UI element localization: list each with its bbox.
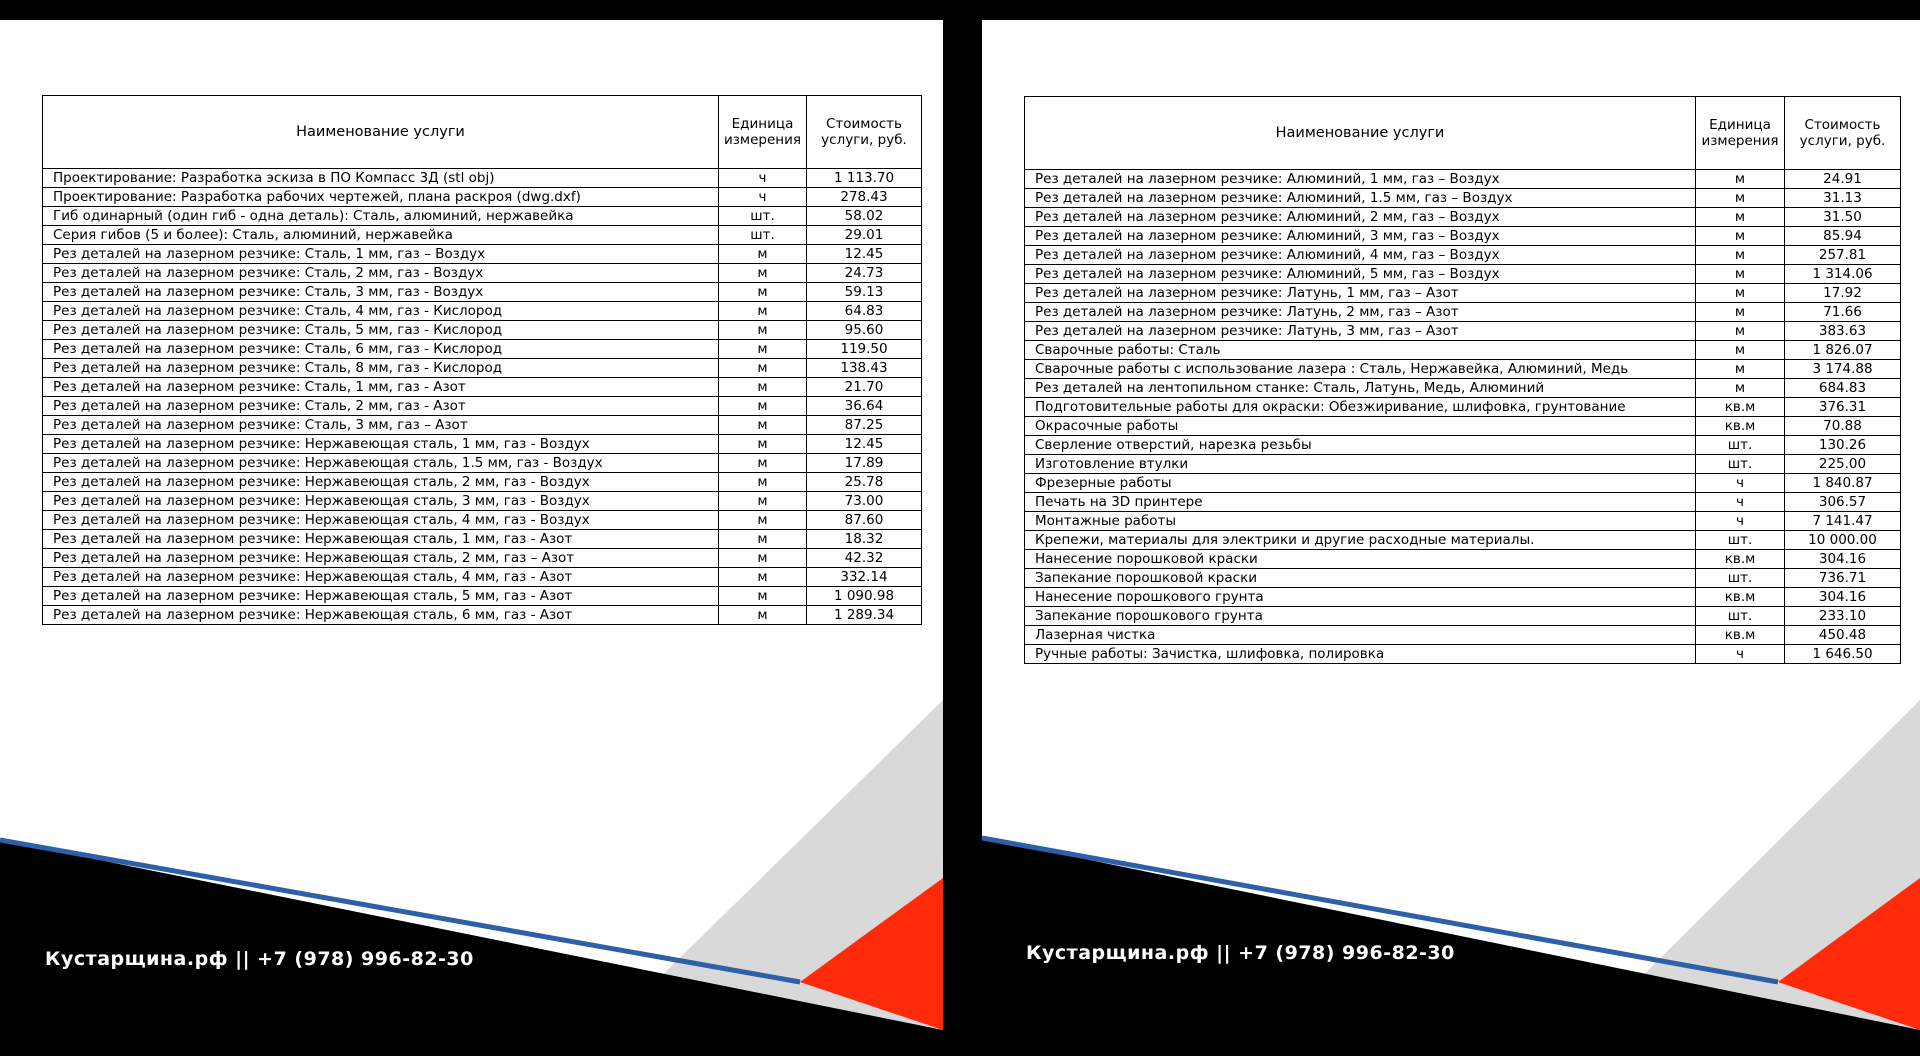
table-row	[1025, 493, 1901, 512]
price-cell: 12.45	[807, 245, 922, 264]
service-name-cell: Печать на 3D принтере	[1025, 493, 1696, 512]
unit-cell: м	[719, 378, 807, 397]
service-name-cell: Рез деталей на лазерном резчике: Латунь, 2 мм, газ – Азот	[1025, 303, 1696, 322]
table-row	[43, 283, 922, 302]
table-row	[1025, 588, 1901, 607]
table-row	[43, 302, 922, 321]
unit-cell: м	[1696, 379, 1785, 398]
service-name-cell: Рез деталей на лазерном резчике: Нержавеющая сталь, 1.5 мм, газ - Воздух	[43, 454, 719, 473]
table-row	[1025, 170, 1901, 189]
table-row	[1025, 645, 1901, 664]
service-name-cell: Рез деталей на лентопильном станке: Сталь, Латунь, Медь, Алюминий	[1025, 379, 1696, 398]
table-row	[1025, 569, 1901, 588]
table-row	[1025, 455, 1901, 474]
service-name-cell: Рез деталей на лазерном резчике: Сталь, 1 мм, газ - Азот	[43, 378, 719, 397]
service-name-cell: Рез деталей на лазерном резчике: Нержавеющая сталь, 1 мм, газ - Воздух	[43, 435, 719, 454]
service-name-cell: Рез деталей на лазерном резчике: Сталь, 6 мм, газ - Кислород	[43, 340, 719, 359]
price-cell: 736.71	[1785, 569, 1901, 588]
table-row	[1025, 474, 1901, 493]
unit-cell: м	[719, 359, 807, 378]
table-row	[43, 511, 922, 530]
unit-cell: м	[719, 416, 807, 435]
service-name-cell: Рез деталей на лазерном резчике: Алюминий, 2 мм, газ – Воздух	[1025, 208, 1696, 227]
service-name-cell: Рез деталей на лазерном резчике: Латунь, 3 мм, газ – Азот	[1025, 322, 1696, 341]
service-name-cell: Рез деталей на лазерном резчике: Алюминий, 1 мм, газ – Воздух	[1025, 170, 1696, 189]
unit-cell: ч	[1696, 474, 1785, 493]
price-cell: 64.83	[807, 302, 922, 321]
unit-cell: м	[719, 454, 807, 473]
service-name-cell: Лазерная чистка	[1025, 626, 1696, 645]
service-name-cell: Рез деталей на лазерном резчике: Латунь, 1 мм, газ – Азот	[1025, 284, 1696, 303]
table-row	[1025, 626, 1901, 645]
service-name-cell: Рез деталей на лазерном резчике: Сталь, 3 мм, газ – Азот	[43, 416, 719, 435]
service-name-cell: Проектирование: Разработка эскиза в ПО Компасс 3Д (stl obj)	[43, 169, 719, 188]
price-cell: 10 000.00	[1785, 531, 1901, 550]
unit-cell: м	[1696, 227, 1785, 246]
table-row	[1025, 246, 1901, 265]
table-row	[43, 435, 922, 454]
footer-contact: Кустарщина.рф || +7 (978) 996-82-30	[1026, 942, 1455, 964]
unit-cell: кв.м	[1696, 550, 1785, 569]
price-cell: 17.92	[1785, 284, 1901, 303]
table-row	[1025, 189, 1901, 208]
price-cell: 3 174.88	[1785, 360, 1901, 379]
header-price: Стоимость услуги, руб.	[1785, 97, 1901, 170]
header-service-name: Наименование услуги	[43, 96, 719, 169]
price-cell: 1 646.50	[1785, 645, 1901, 664]
price-cell: 24.91	[1785, 170, 1901, 189]
table-row	[1025, 341, 1901, 360]
unit-cell: м	[1696, 170, 1785, 189]
service-name-cell: Рез деталей на лазерном резчике: Нержавеющая сталь, 6 мм, газ - Азот	[43, 606, 719, 625]
service-name-cell: Рез деталей на лазерном резчике: Нержавеющая сталь, 4 мм, газ - Воздух	[43, 511, 719, 530]
table-row	[43, 359, 922, 378]
service-name-cell: Рез деталей на лазерном резчике: Алюминий, 3 мм, газ – Воздух	[1025, 227, 1696, 246]
price-cell: 278.43	[807, 188, 922, 207]
price-cell: 233.10	[1785, 607, 1901, 626]
table-body	[1025, 170, 1901, 664]
header-service-name: Наименование услуги	[1025, 97, 1696, 170]
header-unit: Единица измерения	[719, 96, 807, 169]
price-cell: 376.31	[1785, 398, 1901, 417]
unit-cell: м	[719, 397, 807, 416]
service-name-cell: Подготовительные работы для окраски: Обезжиривание, шлифовка, грунтование	[1025, 398, 1696, 417]
price-cell: 24.73	[807, 264, 922, 283]
price-cell: 73.00	[807, 492, 922, 511]
price-cell: 1 840.87	[1785, 474, 1901, 493]
service-name-cell: Нанесение порошковой краски	[1025, 550, 1696, 569]
service-name-cell: Сверление отверстий, нарезка резьбы	[1025, 436, 1696, 455]
service-name-cell: Рез деталей на лазерном резчике: Сталь, 4 мм, газ - Кислород	[43, 302, 719, 321]
service-name-cell: Сварочные работы с использование лазера : Сталь, Нержавейка, Алюминий, Медь	[1025, 360, 1696, 379]
table-row	[43, 226, 922, 245]
unit-cell: шт.	[719, 207, 807, 226]
price-cell: 684.83	[1785, 379, 1901, 398]
table-row	[1025, 512, 1901, 531]
service-name-cell: Нанесение порошкового грунта	[1025, 588, 1696, 607]
price-cell: 138.43	[807, 359, 922, 378]
table-header-row	[1025, 97, 1901, 170]
price-cell: 25.78	[807, 473, 922, 492]
table-row	[43, 492, 922, 511]
service-name-cell: Рез деталей на лазерном резчике: Сталь, 2 мм, газ - Воздух	[43, 264, 719, 283]
price-cell: 306.57	[1785, 493, 1901, 512]
unit-cell: шт.	[1696, 607, 1785, 626]
price-cell: 1 826.07	[1785, 341, 1901, 360]
price-cell: 42.32	[807, 549, 922, 568]
unit-cell: м	[719, 435, 807, 454]
price-cell: 7 141.47	[1785, 512, 1901, 531]
table-row	[43, 530, 922, 549]
table-row	[1025, 227, 1901, 246]
table-row	[1025, 398, 1901, 417]
table-row	[1025, 417, 1901, 436]
table-row	[1025, 531, 1901, 550]
service-name-cell: Изготовление втулки	[1025, 455, 1696, 474]
service-name-cell: Рез деталей на лазерном резчике: Нержавеющая сталь, 2 мм, газ - Воздух	[43, 473, 719, 492]
service-name-cell: Фрезерные работы	[1025, 474, 1696, 493]
service-name-cell: Рез деталей на лазерном резчике: Нержавеющая сталь, 3 мм, газ - Воздух	[43, 492, 719, 511]
unit-cell: м	[719, 340, 807, 359]
unit-cell: шт.	[719, 226, 807, 245]
unit-cell: кв.м	[1696, 417, 1785, 436]
unit-cell: м	[719, 302, 807, 321]
service-name-cell: Рез деталей на лазерном резчике: Нержавеющая сталь, 5 мм, газ - Азот	[43, 587, 719, 606]
unit-cell: ч	[719, 188, 807, 207]
unit-cell: м	[719, 473, 807, 492]
unit-cell: м	[1696, 246, 1785, 265]
price-cell: 87.60	[807, 511, 922, 530]
unit-cell: м	[719, 568, 807, 587]
service-name-cell: Рез деталей на лазерном резчике: Нержавеющая сталь, 4 мм, газ - Азот	[43, 568, 719, 587]
unit-cell: м	[1696, 303, 1785, 322]
table-row	[43, 245, 922, 264]
services-price-table	[42, 95, 922, 625]
unit-cell: м	[1696, 322, 1785, 341]
table-row	[43, 321, 922, 340]
table-row	[1025, 550, 1901, 569]
service-name-cell: Монтажные работы	[1025, 512, 1696, 531]
table-row	[43, 606, 922, 625]
unit-cell: шт.	[1696, 455, 1785, 474]
price-cell: 119.50	[807, 340, 922, 359]
price-cell: 87.25	[807, 416, 922, 435]
unit-cell: м	[719, 264, 807, 283]
unit-cell: м	[719, 606, 807, 625]
table-row	[1025, 265, 1901, 284]
service-name-cell: Рез деталей на лазерном резчике: Сталь, 2 мм, газ - Азот	[43, 397, 719, 416]
price-cell: 18.32	[807, 530, 922, 549]
table-row	[43, 169, 922, 188]
service-name-cell: Ручные работы: Зачистка, шлифовка, полировка	[1025, 645, 1696, 664]
unit-cell: м	[719, 283, 807, 302]
table-row	[1025, 284, 1901, 303]
table-row	[1025, 607, 1901, 626]
service-name-cell: Запекание порошковой краски	[1025, 569, 1696, 588]
service-name-cell: Гиб одинарный (один гиб - одна деталь): Сталь, алюминий, нержавейка	[43, 207, 719, 226]
price-cell: 71.66	[1785, 303, 1901, 322]
service-name-cell: Рез деталей на лазерном резчике: Сталь, 3 мм, газ - Воздух	[43, 283, 719, 302]
price-cell: 383.63	[1785, 322, 1901, 341]
service-name-cell: Рез деталей на лазерном резчике: Сталь, 5 мм, газ - Кислород	[43, 321, 719, 340]
table-row	[43, 207, 922, 226]
table-row	[1025, 360, 1901, 379]
price-cell: 31.13	[1785, 189, 1901, 208]
service-name-cell: Серия гибов (5 и более): Сталь, алюминий, нержавейка	[43, 226, 719, 245]
price-cell: 1 289.34	[807, 606, 922, 625]
service-name-cell: Рез деталей на лазерном резчике: Сталь, 8 мм, газ - Кислород	[43, 359, 719, 378]
header-price: Стоимость услуги, руб.	[807, 96, 922, 169]
unit-cell: м	[719, 492, 807, 511]
price-cell: 58.02	[807, 207, 922, 226]
price-cell: 70.88	[1785, 417, 1901, 436]
footer-contact: Кустарщина.рф || +7 (978) 996-82-30	[45, 948, 474, 970]
table-row	[1025, 303, 1901, 322]
unit-cell: ч	[1696, 493, 1785, 512]
price-cell: 257.81	[1785, 246, 1901, 265]
table-row	[43, 549, 922, 568]
service-name-cell: Рез деталей на лазерном резчике: Алюминий, 4 мм, газ – Воздух	[1025, 246, 1696, 265]
table-row	[43, 340, 922, 359]
price-cell: 332.14	[807, 568, 922, 587]
unit-cell: ч	[1696, 645, 1785, 664]
unit-cell: м	[1696, 360, 1785, 379]
service-name-cell: Сварочные работы: Сталь	[1025, 341, 1696, 360]
service-name-cell: Рез деталей на лазерном резчике: Алюминий, 5 мм, газ – Воздух	[1025, 265, 1696, 284]
service-name-cell: Запекание порошкового грунта	[1025, 607, 1696, 626]
unit-cell: м	[719, 587, 807, 606]
table-row	[1025, 379, 1901, 398]
price-cell: 1 314.06	[1785, 265, 1901, 284]
table-row	[43, 454, 922, 473]
unit-cell: кв.м	[1696, 588, 1785, 607]
price-cell: 85.94	[1785, 227, 1901, 246]
price-cell: 59.13	[807, 283, 922, 302]
table-row	[1025, 436, 1901, 455]
table-body	[43, 169, 922, 625]
unit-cell: м	[719, 549, 807, 568]
table-row	[43, 397, 922, 416]
table-row	[43, 378, 922, 397]
service-name-cell: Рез деталей на лазерном резчике: Алюминий, 1.5 мм, газ – Воздух	[1025, 189, 1696, 208]
unit-cell: м	[719, 321, 807, 340]
unit-cell: м	[1696, 341, 1785, 360]
unit-cell: м	[719, 245, 807, 264]
unit-cell: м	[1696, 265, 1785, 284]
table-row	[43, 188, 922, 207]
unit-cell: шт.	[1696, 569, 1785, 588]
price-list-page-1	[0, 20, 943, 1036]
price-cell: 450.48	[1785, 626, 1901, 645]
price-cell: 29.01	[807, 226, 922, 245]
unit-cell: м	[1696, 284, 1785, 303]
price-cell: 21.70	[807, 378, 922, 397]
price-cell: 304.16	[1785, 588, 1901, 607]
price-cell: 225.00	[1785, 455, 1901, 474]
price-cell: 12.45	[807, 435, 922, 454]
table-row	[43, 416, 922, 435]
service-name-cell: Рез деталей на лазерном резчике: Нержавеющая сталь, 1 мм, газ - Азот	[43, 530, 719, 549]
header-unit: Единица измерения	[1696, 97, 1785, 170]
table-row	[43, 587, 922, 606]
service-name-cell: Рез деталей на лазерном резчике: Нержавеющая сталь, 2 мм, газ – Азот	[43, 549, 719, 568]
table-row	[43, 473, 922, 492]
price-cell: 36.64	[807, 397, 922, 416]
unit-cell: м	[1696, 208, 1785, 227]
unit-cell: м	[1696, 189, 1785, 208]
service-name-cell: Проектирование: Разработка рабочих чертежей, плана раскроя (dwg.dxf)	[43, 188, 719, 207]
service-name-cell: Рез деталей на лазерном резчике: Сталь, 1 мм, газ – Воздух	[43, 245, 719, 264]
unit-cell: кв.м	[1696, 398, 1785, 417]
unit-cell: кв.м	[1696, 626, 1785, 645]
unit-cell: ч	[719, 169, 807, 188]
unit-cell: м	[719, 511, 807, 530]
table-row	[1025, 322, 1901, 341]
price-cell: 130.26	[1785, 436, 1901, 455]
service-name-cell: Крепежи, материалы для электрики и другие расходные материалы.	[1025, 531, 1696, 550]
price-cell: 1 090.98	[807, 587, 922, 606]
table-row	[43, 264, 922, 283]
unit-cell: шт.	[1696, 531, 1785, 550]
table-row	[43, 568, 922, 587]
price-cell: 31.50	[1785, 208, 1901, 227]
price-cell: 1 113.70	[807, 169, 922, 188]
price-cell: 304.16	[1785, 550, 1901, 569]
price-list-page-2	[982, 20, 1920, 1036]
service-name-cell: Окрасочные работы	[1025, 417, 1696, 436]
unit-cell: шт.	[1696, 436, 1785, 455]
unit-cell: ч	[1696, 512, 1785, 531]
table-row	[1025, 208, 1901, 227]
table-header-row	[43, 96, 922, 169]
unit-cell: м	[719, 530, 807, 549]
price-cell: 95.60	[807, 321, 922, 340]
price-cell: 17.89	[807, 454, 922, 473]
services-price-table	[1024, 96, 1901, 664]
